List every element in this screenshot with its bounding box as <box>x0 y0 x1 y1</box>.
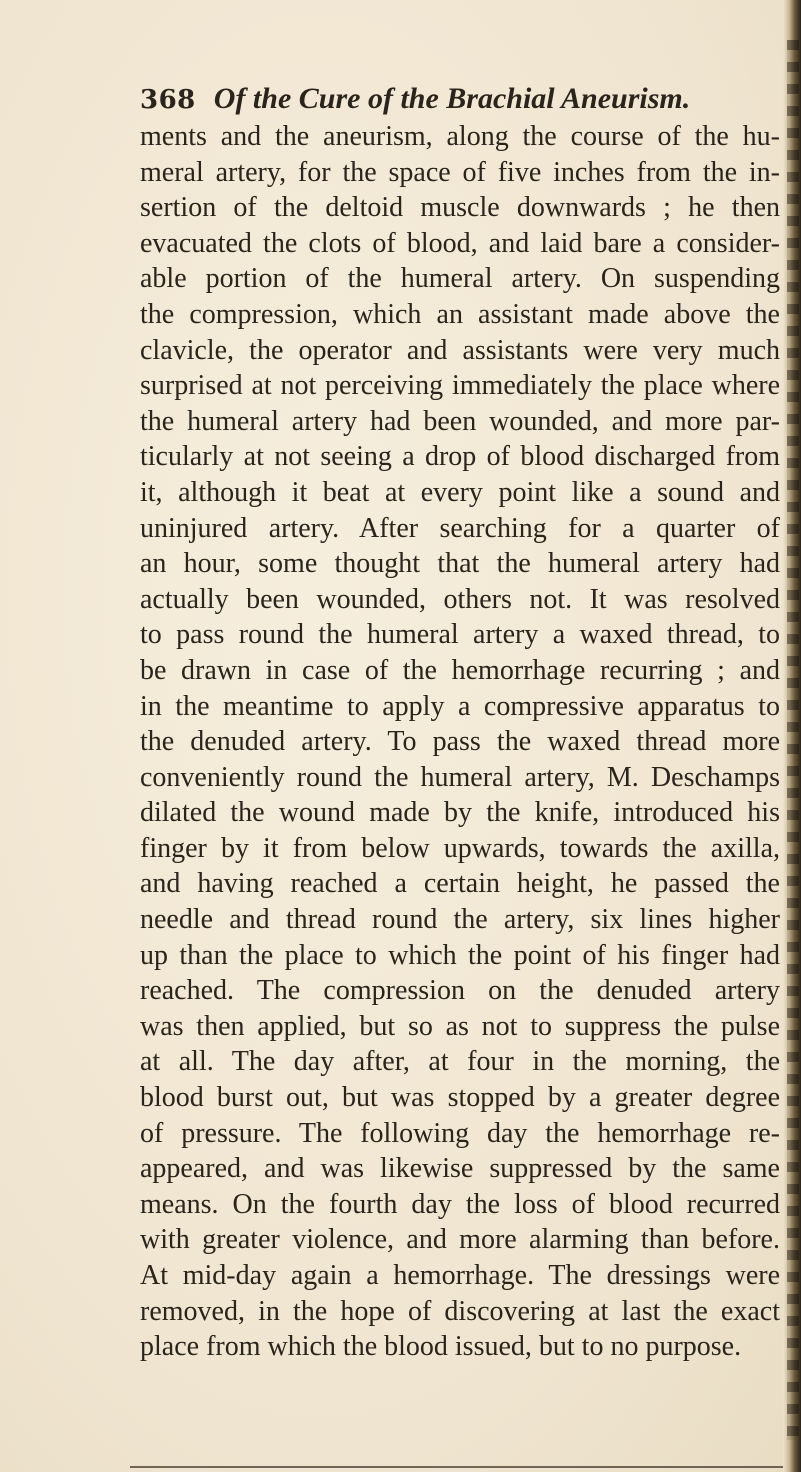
text-line: meral artery, for the space of five inches from the in- <box>140 156 780 188</box>
text-line: able portion of the humeral artery. On suspending <box>140 263 780 295</box>
text-line: conveniently round the humeral artery, M. Deschamps <box>140 761 780 793</box>
body-text <box>140 119 780 1365</box>
text-line: evacuated the clots of blood, and laid bare a consider- <box>140 227 780 259</box>
text-line: needle and thread round the artery, six lines higher <box>140 904 780 936</box>
spine-texture <box>787 40 799 1440</box>
text-line: and having reached a certain height, he passed the <box>140 868 780 900</box>
text-line: of pressure. The following day the hemorrhage re- <box>140 1117 780 1149</box>
text-line: appeared, and was likewise suppressed by the same <box>140 1153 780 1185</box>
text-line: ments and the aneurism, along the course of the hu- <box>140 121 780 152</box>
running-head: Of the Cure of the Brachial Aneurism. <box>213 82 691 115</box>
text-line: to pass round the humeral artery a waxed thread, to <box>140 619 780 651</box>
text-line: clavicle, the operator and assistants were very much <box>140 334 780 366</box>
text-line: actually been wounded, others not. It was resolved <box>140 583 780 615</box>
text-line: the compression, which an assistant made above the <box>140 298 780 330</box>
text-line: an hour, some thought that the humeral artery had <box>140 548 780 580</box>
text-line: was then applied, but so as not to suppress the pulse <box>140 1010 780 1042</box>
text-line: uninjured artery. After searching for a quarter of <box>140 512 780 544</box>
text-line: ticularly at not seeing a drop of blood discharged from <box>140 441 780 473</box>
text-line: with greater violence, and more alarming than before. <box>140 1224 780 1256</box>
page-header <box>140 82 780 122</box>
text-line: finger by it from below upwards, towards the axilla, <box>140 832 780 864</box>
text-line: the denuded artery. To pass the waxed thread more <box>140 726 780 758</box>
text-line: at all. The day after, at four in the morning, the <box>140 1046 780 1078</box>
text-line: surprised at not perceiving immediately the place where <box>140 370 780 402</box>
text-line: reached. The compression on the denuded artery <box>140 975 780 1007</box>
text-line: the humeral artery had been wounded, and more par- <box>140 405 780 437</box>
text-line: sertion of the deltoid muscle downwards ; he then <box>140 192 780 224</box>
text-line: in the meantime to apply a compressive apparatus to <box>140 690 780 722</box>
text-line: dilated the wound made by the knife, introduced his <box>140 797 780 829</box>
text-line: place from which the blood issued, but to no purpose. <box>140 1331 742 1363</box>
book-spine-edge <box>783 0 801 1472</box>
text-line: At mid-day again a hemorrhage. The dressings were <box>140 1260 780 1291</box>
page-number: 368 <box>140 85 196 115</box>
text-line: blood burst out, but was stopped by a greater degree <box>140 1082 780 1114</box>
text-line: be drawn in case of the hemorrhage recurring ; and <box>140 654 780 686</box>
text-line: means. On the fourth day the loss of blood recurred <box>140 1188 780 1220</box>
bottom-rule <box>130 1466 790 1468</box>
text-line: removed, in the hope of discovering at last the exact <box>140 1295 780 1327</box>
text-line: up than the place to which the point of his finger had <box>140 939 780 971</box>
text-line: it, although it beat at every point like a sound and <box>140 476 780 508</box>
